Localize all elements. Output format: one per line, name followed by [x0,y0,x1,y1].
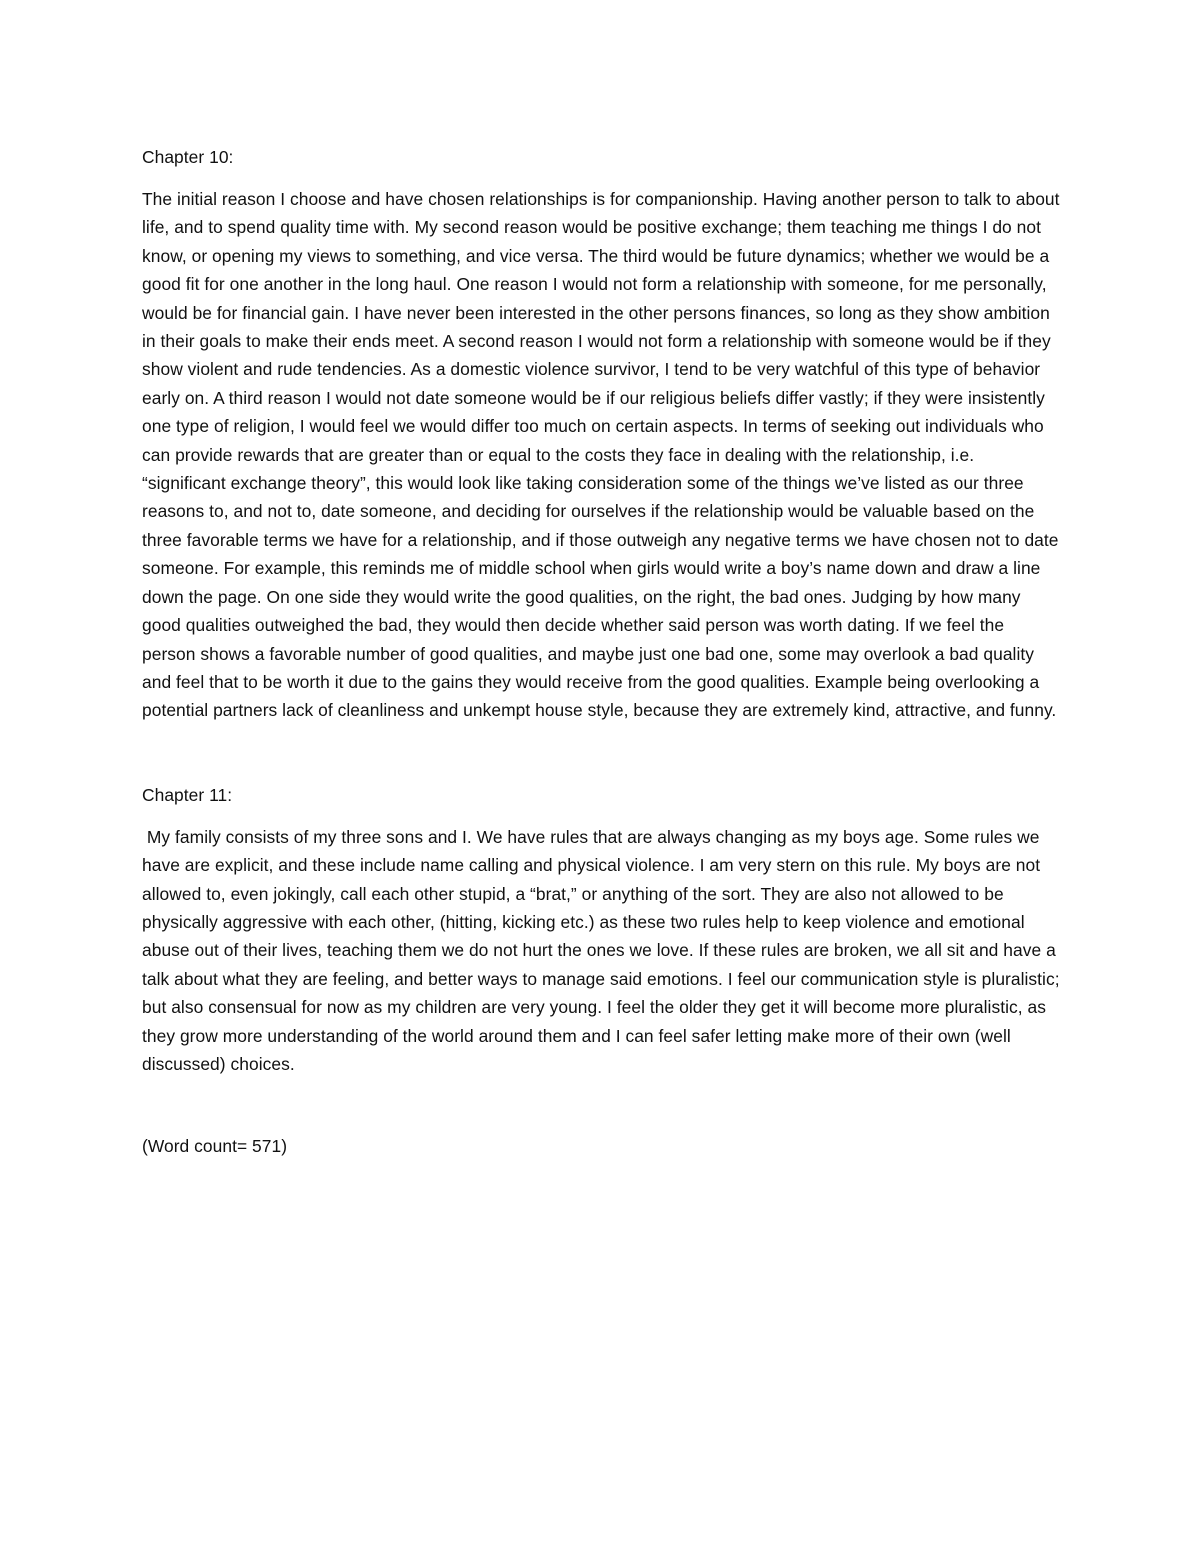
chapter-10-heading: Chapter 10: [142,147,234,167]
word-count: (Word count= 571) [142,1136,288,1157]
chapter-11-heading: Chapter 11: [142,784,233,805]
chapter-10-paragraph: The initial reason I choose and have chosen relationships is for companionship. Having another person to talk to about life, and to spend quality time with. My second reason would be positive exchange; them teaching me things I do not know, or opening my views to something, and vice versa. The third would be future dynamics; whether we would be a good fit for one another in the long haul. One reason I would not form a relationship with someone, for me personally, would be for financial gain. I have never been interested in the other persons finances, so long as they show ambition in their goals to make their ends meet. A second reason I would not form a relationship with someone would be if they show violent and rude tendencies. As a domestic violence survivor, I tend to be very watchful of this type of behavior early on. A third reason I would not date someone would be if our religious beliefs differ vastly; if they were insistently one type of religion, I would feel we would differ too much on certain aspects. In terms of seeking out individuals who can provide rewards that are greater than or equal to the costs they face in dealing with the relationship, i.e. “significant exchange theory”, this would look like taking consideration some of the things we’ve listed as our three reasons to, and not to, date someone, and deciding for ourselves if the relationship would be valuable based on the three favorable terms we have for a relationship, and if those outweigh any negative terms we have chosen not to date someone. For example, this reminds me of middle school when girls would write a boy’s name down and draw a line down the page. On one side they would write the good qualities, on the right, the bad ones. Judging by how many good qualities outweighed the bad, they would then decide whether said person was worth dating. If we feel the person shows a favorable number of good qualities, and maybe just one bad one, some may overlook a bad quality and feel that to be worth it due to the gains they would receive from the good qualities. Example being overlooking a potential partners lack of cleanliness and unkempt house style, because they are extremely kind, attractive, and funny. [142,189,1060,721]
document-content [142,143,1065,1161]
chapter-11-paragraph: My family consists of my three sons and I. We have rules that are always changing as my boys age. Some rules we have are explicit, and these include name calling and physical violence. I am very stern on this rule. My boys are not allowed to, even jokingly, call each other stupid, a “brat,” or anything of the sort. They are also not allowed to be physically aggressive with each other, (hitting, kicking etc.) as these two rules help to keep violence and emotional abuse out of their lives, teaching them we do not hurt the ones we love. If these rules are broken, we all sit and have a talk about what they are feeling, and better ways to manage said emotions. I feel our communication style is pluralistic; but also consensual for now as my children are very young. I feel the older they get it will become more pluralistic, as they grow more understanding of the world around them and I can feel safer letting make more of their own (well discussed) choices. [142,826,1065,1074]
